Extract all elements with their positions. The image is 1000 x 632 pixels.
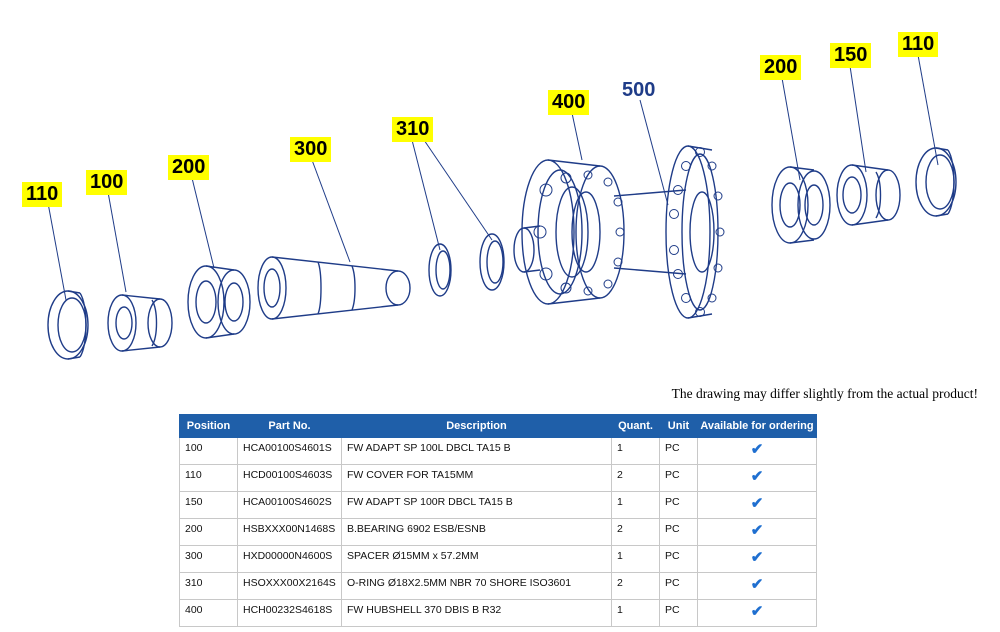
cell-description: FW ADAPT SP 100L DBCL TA15 B [342, 438, 612, 465]
cell-quantity: 1 [612, 600, 660, 627]
part-200-left [188, 266, 250, 338]
cell-unit: PC [660, 519, 698, 546]
cell-available [698, 438, 817, 465]
check-icon: ✔ [750, 495, 764, 512]
callout-500: 500 [622, 79, 656, 101]
cell-available [698, 546, 817, 573]
table-row [180, 519, 817, 546]
cell-available [698, 600, 817, 627]
cell-part-no: HCA00100S4601S [238, 438, 342, 465]
callout-110-right: 110 [898, 32, 938, 57]
column-header-unit: Unit [660, 415, 698, 438]
cell-quantity: 1 [612, 492, 660, 519]
cell-part-no: HSOXXX00X2164S [238, 573, 342, 600]
cell-description: FW COVER FOR TA15MM [342, 465, 612, 492]
cell-position: 310 [180, 573, 238, 600]
cell-description: FW HUBSHELL 370 DBIS B R32 [342, 600, 612, 627]
parts-table-container [179, 414, 816, 627]
table-row [180, 438, 817, 465]
callout-110-left: 110 [22, 182, 62, 207]
part-300 [258, 257, 410, 319]
check-icon: ✔ [750, 441, 764, 458]
cell-quantity: 1 [612, 438, 660, 465]
cell-description: FW ADAPT SP 100R DBCL TA15 B [342, 492, 612, 519]
check-icon: ✔ [750, 576, 764, 593]
cell-position: 300 [180, 546, 238, 573]
check-icon: ✔ [750, 549, 764, 566]
cell-unit: PC [660, 546, 698, 573]
table-row [180, 546, 817, 573]
cell-position: 100 [180, 438, 238, 465]
callout-400: 400 [548, 90, 589, 115]
part-100 [108, 295, 172, 351]
callout-310: 310 [392, 117, 433, 142]
cell-quantity: 1 [612, 546, 660, 573]
drawing-disclaimer: The drawing may differ slightly from the actual product! [671, 386, 978, 401]
table-row [180, 465, 817, 492]
table-row [180, 492, 817, 519]
cell-quantity: 2 [612, 573, 660, 600]
cell-part-no: HCA00100S4602S [238, 492, 342, 519]
part-200-right [772, 167, 830, 243]
cell-unit: PC [660, 600, 698, 627]
cell-position: 110 [180, 465, 238, 492]
part-110-right [916, 148, 956, 216]
cell-available [698, 465, 817, 492]
parts-table [179, 414, 817, 627]
cell-unit: PC [660, 492, 698, 519]
check-icon: ✔ [750, 468, 764, 485]
callout-150: 150 [830, 43, 871, 68]
check-icon: ✔ [750, 603, 764, 620]
cell-part-no: HCH00232S4618S [238, 600, 342, 627]
part-400 [514, 146, 724, 318]
callout-200-left: 200 [168, 155, 209, 180]
part-110-left [48, 291, 88, 359]
cell-available [698, 519, 817, 546]
cell-available [698, 492, 817, 519]
table-header-row [180, 415, 817, 438]
cell-description: B.BEARING 6902 ESB/ESNB [342, 519, 612, 546]
column-header-part-no: Part No. [238, 415, 342, 438]
cell-unit: PC [660, 573, 698, 600]
cell-description: O-RING Ø18X2.5MM NBR 70 SHORE ISO3601 [342, 573, 612, 600]
cell-position: 150 [180, 492, 238, 519]
callout-200-right: 200 [760, 55, 801, 80]
cell-quantity: 2 [612, 465, 660, 492]
cell-part-no: HSBXXX00N1468S [238, 519, 342, 546]
part-310 [429, 234, 504, 296]
table-row [180, 600, 817, 627]
cell-unit: PC [660, 465, 698, 492]
table-row [180, 573, 817, 600]
column-header-position: Position [180, 415, 238, 438]
cell-available [698, 573, 817, 600]
column-header-available: Available for ordering [698, 415, 817, 438]
check-icon: ✔ [750, 522, 764, 539]
column-header-quantity: Quant. [612, 415, 660, 438]
cell-description: SPACER Ø15MM x 57.2MM [342, 546, 612, 573]
cell-part-no: HXD00000N4600S [238, 546, 342, 573]
cell-unit: PC [660, 438, 698, 465]
cell-quantity: 2 [612, 519, 660, 546]
callout-300: 300 [290, 137, 331, 162]
part-150 [837, 165, 900, 225]
cell-part-no: HCD00100S4603S [238, 465, 342, 492]
column-header-description: Description [342, 415, 612, 438]
callout-100: 100 [86, 170, 127, 195]
cell-position: 200 [180, 519, 238, 546]
cell-position: 400 [180, 600, 238, 627]
